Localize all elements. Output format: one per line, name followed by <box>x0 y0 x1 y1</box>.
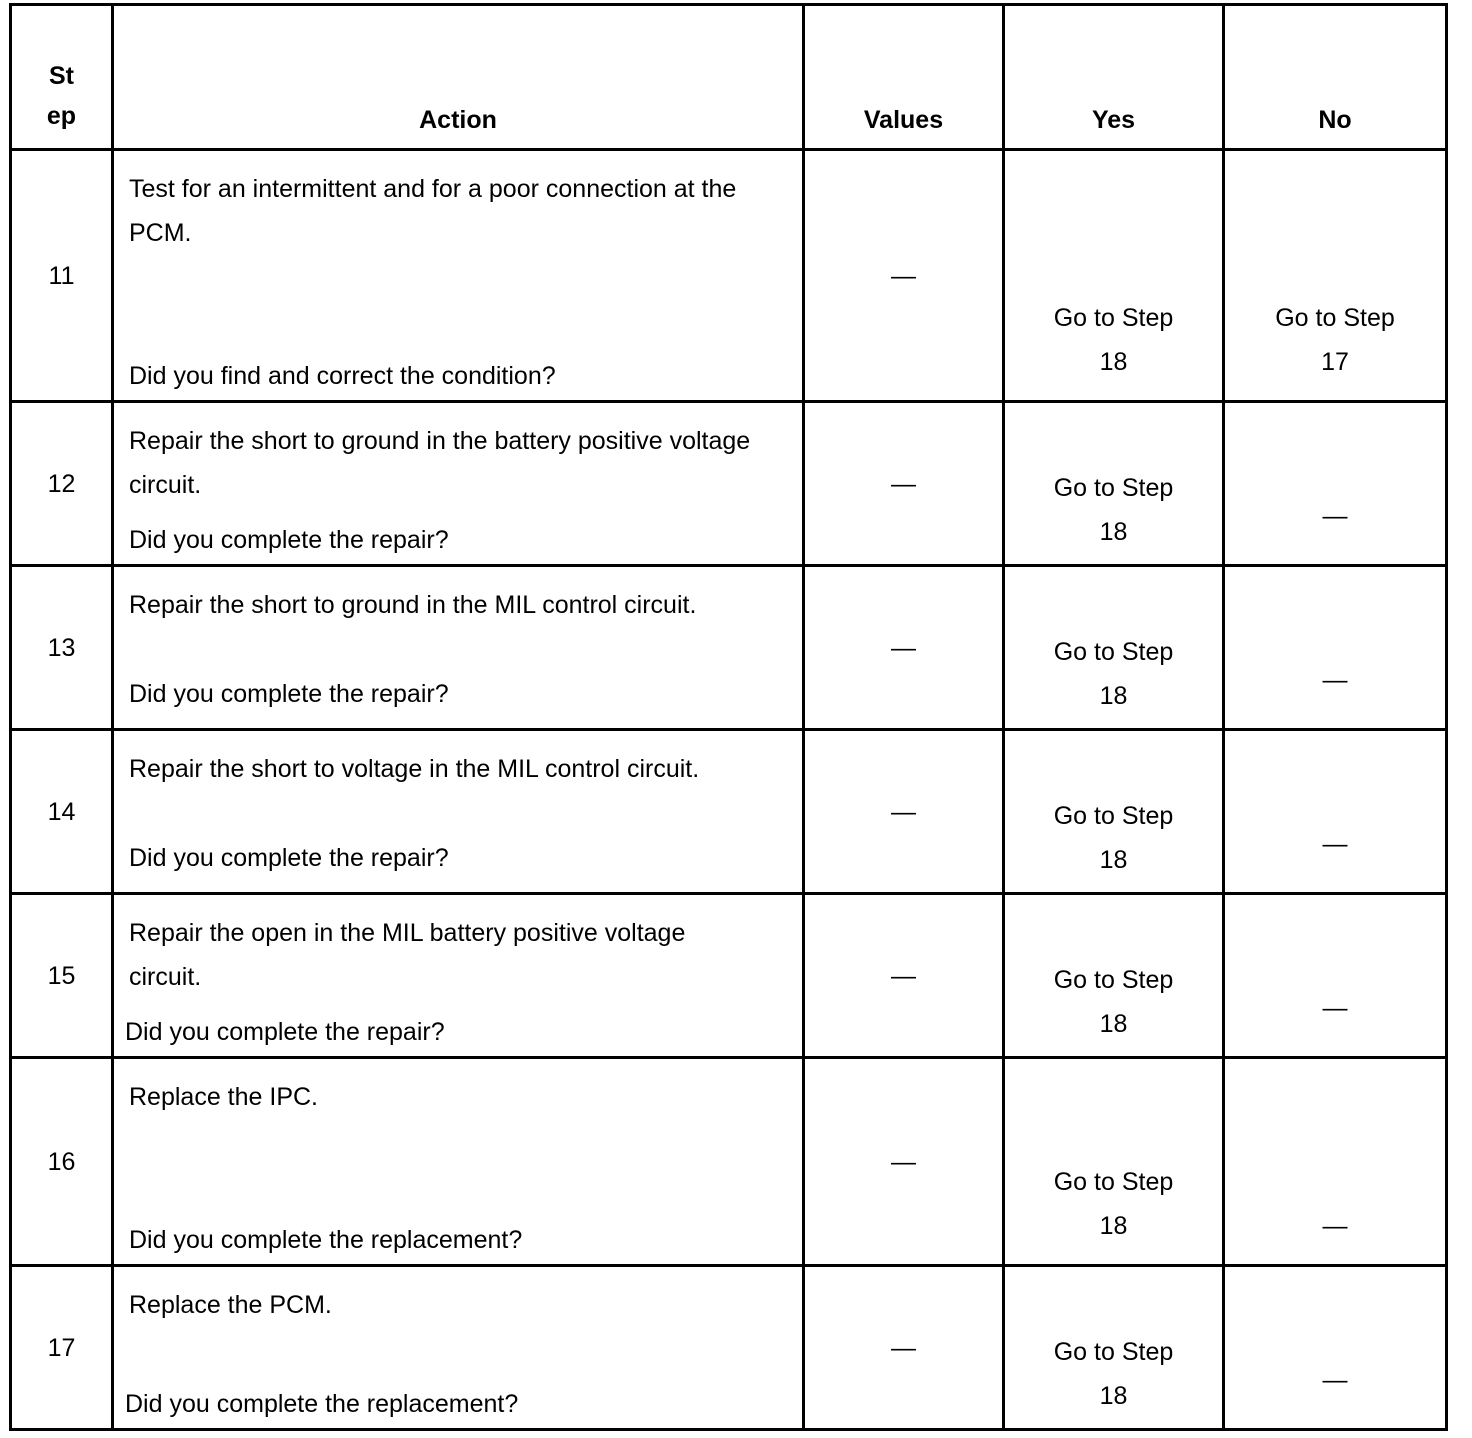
step-number: 12 <box>11 402 113 566</box>
step-number: 11 <box>11 150 113 402</box>
yes-cell <box>1004 402 1224 566</box>
header-no: No <box>1224 5 1447 150</box>
yes-cell <box>1004 730 1224 894</box>
no-goto: — <box>1322 1366 1348 1394</box>
yes-goto: Go to Step 18 <box>1053 638 1174 710</box>
action-question: Did you complete the replacement? <box>125 1390 519 1418</box>
value-cell: — <box>804 730 1004 894</box>
step-number: 14 <box>11 730 113 894</box>
header-step-line1: St <box>49 62 74 90</box>
action-instruction: Repair the short to voltage in the MIL control circuit. <box>129 755 700 783</box>
header-values: Values <box>804 5 1004 150</box>
yes-goto: Go to Step 18 <box>1053 304 1174 376</box>
action-instruction: Repair the short to ground in the MIL control circuit. <box>129 591 697 619</box>
action-cell <box>113 1266 804 1430</box>
yes-goto: Go to Step 18 <box>1053 802 1174 874</box>
yes-cell <box>1004 894 1224 1058</box>
action-cell <box>113 402 804 566</box>
yes-cell <box>1004 566 1224 730</box>
step-number: 16 <box>11 1058 113 1266</box>
action-question: Did you complete the replacement? <box>129 1226 523 1254</box>
table-row <box>11 566 1447 730</box>
value-cell: — <box>804 894 1004 1058</box>
value-cell: — <box>804 1058 1004 1266</box>
action-cell <box>113 1058 804 1266</box>
action-cell <box>113 730 804 894</box>
step-number: 13 <box>11 566 113 730</box>
action-instruction: Replace the PCM. <box>129 1291 332 1319</box>
diagnostic-table <box>9 3 1448 1431</box>
header-step-line2: ep <box>46 102 77 130</box>
table-row <box>11 894 1447 1058</box>
yes-goto: Go to Step 18 <box>1053 1338 1174 1410</box>
action-question: Did you complete the repair? <box>129 526 449 554</box>
action-cell <box>113 894 804 1058</box>
no-cell <box>1224 1266 1447 1430</box>
action-instruction: Test for an intermittent and for a poor connection at the PCM. <box>129 175 737 247</box>
yes-goto: Go to Step 18 <box>1053 474 1174 546</box>
no-goto: Go to Step 17 <box>1275 304 1395 376</box>
action-instruction: Repair the open in the MIL battery positive voltage circuit. <box>129 919 686 991</box>
value-cell: — <box>804 566 1004 730</box>
action-question: Did you find and correct the condition? <box>129 362 556 390</box>
value-cell: — <box>804 402 1004 566</box>
header-row <box>11 5 1447 150</box>
yes-goto: Go to Step 18 <box>1053 1168 1174 1240</box>
action-instruction: Repair the short to ground in the battery positive voltage circuit. <box>129 427 751 499</box>
action-cell <box>113 150 804 402</box>
no-cell <box>1224 150 1447 402</box>
step-number: 15 <box>11 894 113 1058</box>
yes-cell <box>1004 1058 1224 1266</box>
no-goto: — <box>1322 830 1348 858</box>
action-question: Did you complete the repair? <box>129 844 449 872</box>
action-instruction: Replace the IPC. <box>129 1083 318 1111</box>
no-cell <box>1224 566 1447 730</box>
no-goto: — <box>1322 1212 1348 1240</box>
header-action: Action <box>113 5 804 150</box>
no-cell <box>1224 402 1447 566</box>
action-question: Did you complete the repair? <box>129 680 449 708</box>
yes-goto: Go to Step 18 <box>1053 966 1174 1038</box>
table-row <box>11 150 1447 402</box>
header-step <box>11 5 113 150</box>
no-goto: — <box>1322 502 1348 530</box>
step-number: 17 <box>11 1266 113 1430</box>
yes-cell <box>1004 150 1224 402</box>
table-row <box>11 402 1447 566</box>
value-cell: — <box>804 1266 1004 1430</box>
action-cell <box>113 566 804 730</box>
no-cell <box>1224 1058 1447 1266</box>
table-row <box>11 1058 1447 1266</box>
no-cell <box>1224 730 1447 894</box>
no-goto: — <box>1322 994 1348 1022</box>
no-cell <box>1224 894 1447 1058</box>
table-row <box>11 730 1447 894</box>
yes-cell <box>1004 1266 1224 1430</box>
no-goto: — <box>1322 666 1348 694</box>
table-row <box>11 1266 1447 1430</box>
header-yes: Yes <box>1004 5 1224 150</box>
action-question: Did you complete the repair? <box>125 1018 445 1046</box>
value-cell: — <box>804 150 1004 402</box>
